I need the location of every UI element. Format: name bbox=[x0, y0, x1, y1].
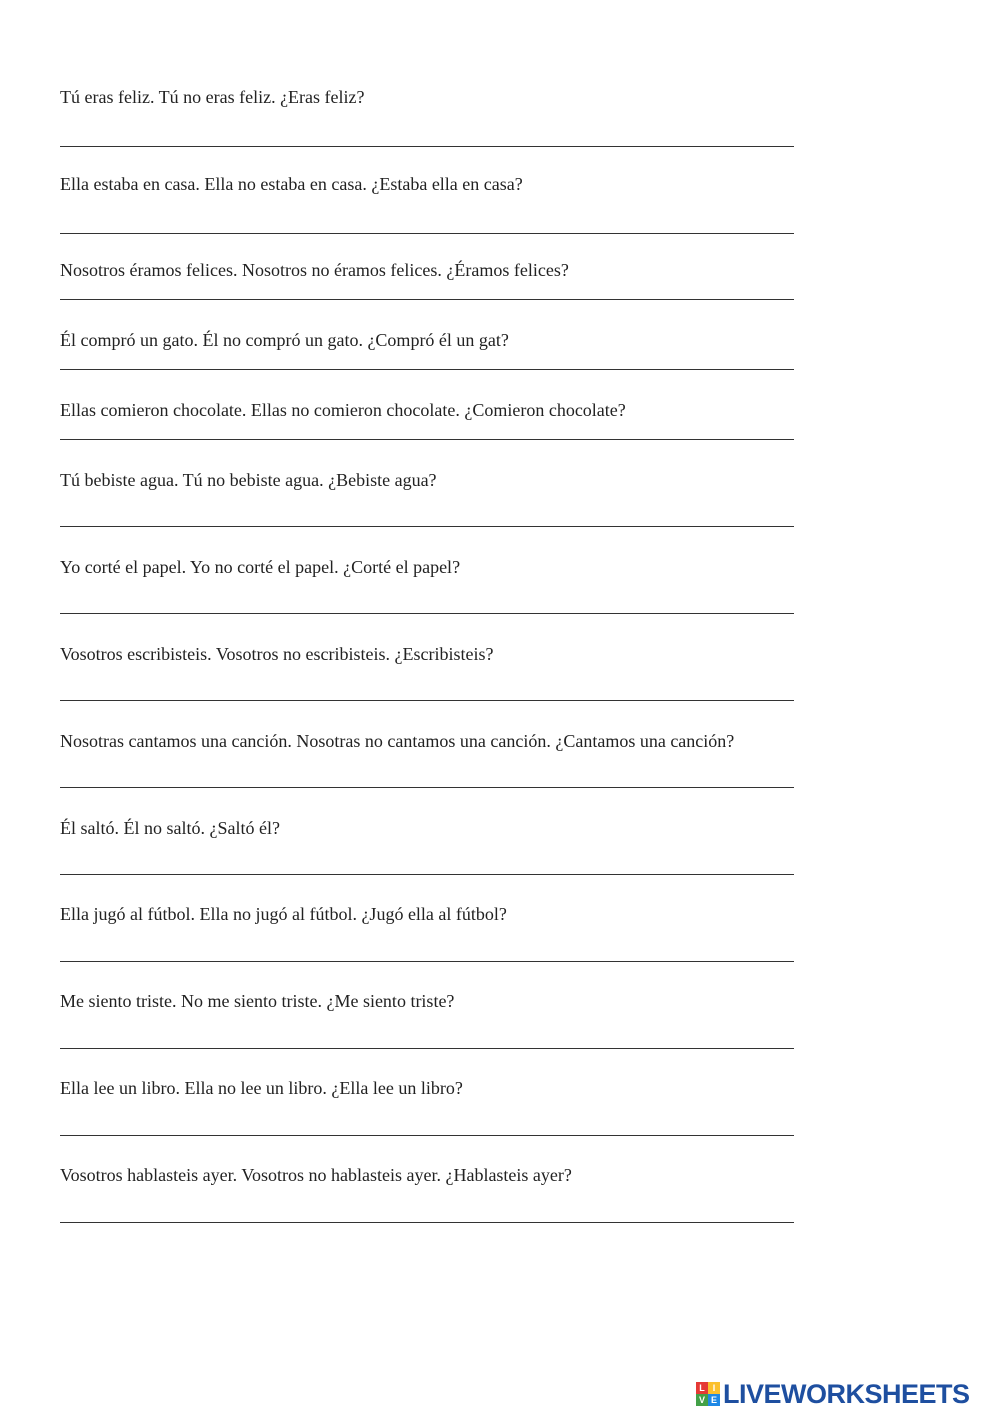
worksheet-item bbox=[60, 817, 820, 897]
liveworksheets-logo bbox=[696, 1378, 970, 1410]
logo-mark-icon bbox=[696, 1382, 720, 1406]
answer-line[interactable] bbox=[60, 1048, 794, 1049]
answer-line[interactable] bbox=[60, 613, 794, 614]
worksheet-item bbox=[60, 643, 820, 723]
sentence-text: Me siento triste. No me siento triste. ¿Me siento triste? bbox=[60, 991, 455, 1011]
worksheet-item bbox=[60, 903, 820, 983]
answer-line[interactable] bbox=[60, 874, 794, 875]
answer-line[interactable] bbox=[60, 961, 794, 962]
worksheet-item bbox=[60, 469, 820, 549]
answer-line[interactable] bbox=[60, 299, 794, 300]
sentence-text: Nosotras cantamos una canción. Nosotras no cantamos una canción. ¿Cantamos una canción? bbox=[60, 731, 735, 751]
sentence-text: Nosotros éramos felices. Nosotros no éramos felices. ¿Éramos felices? bbox=[60, 260, 569, 280]
logo-mark-letter: L bbox=[696, 1382, 708, 1394]
logo-mark-letter: I bbox=[708, 1382, 720, 1394]
sentence-text: Tú bebiste agua. Tú no bebiste agua. ¿Bebiste agua? bbox=[60, 470, 437, 490]
worksheet-item bbox=[60, 329, 820, 409]
worksheet-item bbox=[60, 86, 820, 166]
sentence-text: Vosotros escribisteis. Vosotros no escribisteis. ¿Escribisteis? bbox=[60, 644, 494, 664]
answer-line[interactable] bbox=[60, 700, 794, 701]
logo-mark-letter: V bbox=[696, 1394, 708, 1406]
answer-line[interactable] bbox=[60, 526, 794, 527]
sentence-text: Ella lee un libro. Ella no lee un libro. ¿Ella lee un libro? bbox=[60, 1078, 463, 1098]
worksheet-item bbox=[60, 259, 820, 339]
sentence-text: Yo corté el papel. Yo no corté el papel. ¿Corté el papel? bbox=[60, 557, 461, 577]
worksheet-item bbox=[60, 556, 820, 636]
answer-line[interactable] bbox=[60, 1135, 794, 1136]
answer-line[interactable] bbox=[60, 1222, 794, 1223]
answer-line[interactable] bbox=[60, 787, 794, 788]
sentence-text: Vosotros hablasteis ayer. Vosotros no hablasteis ayer. ¿Hablasteis ayer? bbox=[60, 1165, 572, 1185]
worksheet-item bbox=[60, 1164, 820, 1244]
sentence-text: Él compró un gato. Él no compró un gato. ¿Compró él un gat? bbox=[60, 330, 509, 350]
worksheet-item bbox=[60, 730, 820, 810]
answer-line[interactable] bbox=[60, 233, 794, 234]
answer-line[interactable] bbox=[60, 439, 794, 440]
sentence-text: Ella estaba en casa. Ella no estaba en casa. ¿Estaba ella en casa? bbox=[60, 174, 523, 194]
logo-text: LIVEWORKSHEETS bbox=[723, 1378, 970, 1409]
answer-line[interactable] bbox=[60, 369, 794, 370]
worksheet-item bbox=[60, 1077, 820, 1157]
worksheet-item bbox=[60, 399, 820, 479]
logo-mark-letter: E bbox=[708, 1394, 720, 1406]
worksheet-item bbox=[60, 173, 820, 253]
sentence-text: Él saltó. Él no saltó. ¿Saltó él? bbox=[60, 818, 280, 838]
answer-line[interactable] bbox=[60, 146, 794, 147]
sentence-text: Tú eras feliz. Tú no eras feliz. ¿Eras feliz? bbox=[60, 87, 365, 107]
sentence-text: Ella jugó al fútbol. Ella no jugó al fútbol. ¿Jugó ella al fútbol? bbox=[60, 904, 507, 924]
worksheet-item bbox=[60, 990, 820, 1070]
sentence-text: Ellas comieron chocolate. Ellas no comieron chocolate. ¿Comieron chocolate? bbox=[60, 400, 626, 420]
